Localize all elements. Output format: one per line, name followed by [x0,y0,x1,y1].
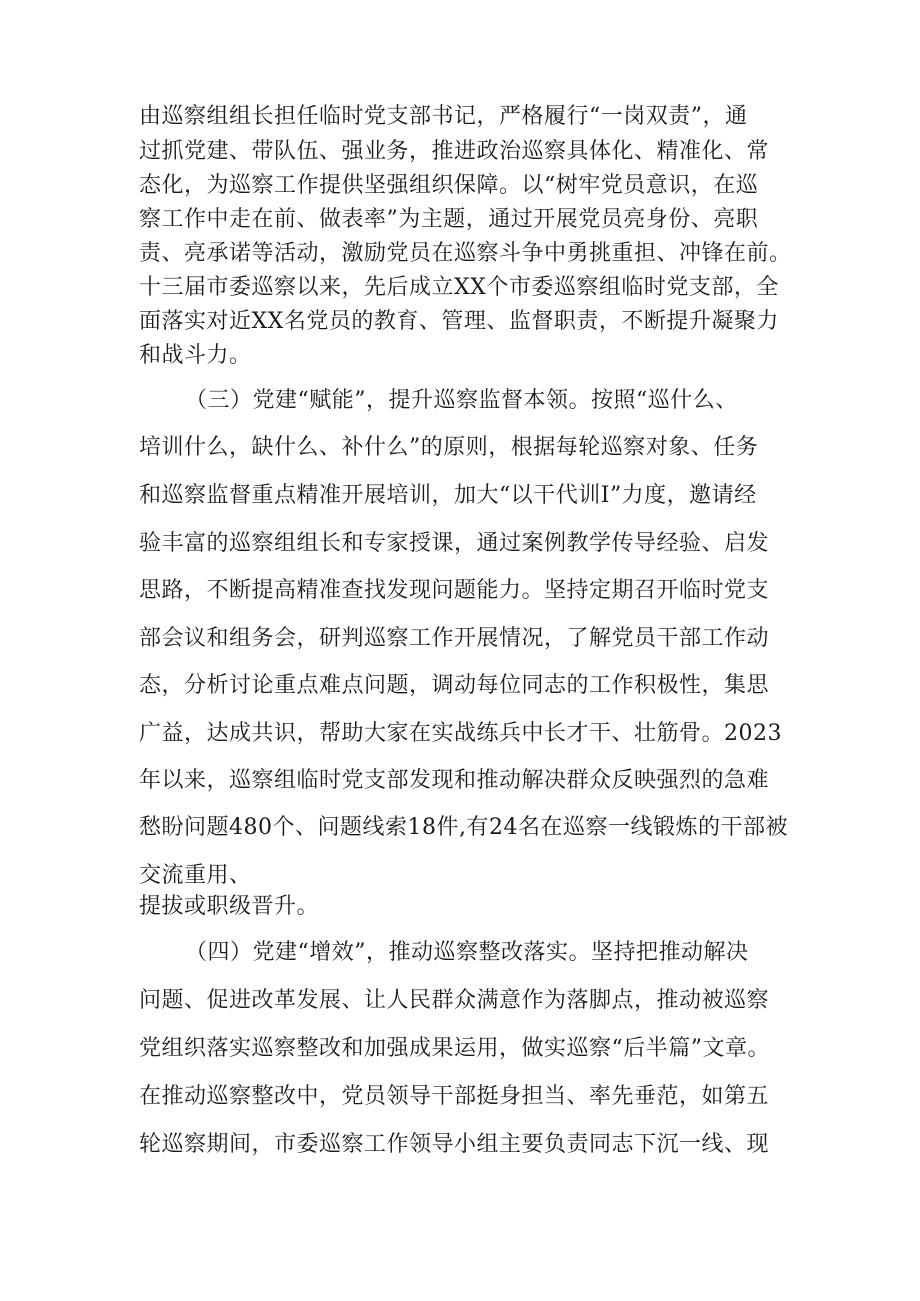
text-line: 责、亮承诺等活动，激励党员在巡察斗争中勇挑重担、冲锋在前。 [139,241,792,266]
text-line: 提拔或职级晋升。 [139,894,320,919]
text-line: 十三届市委巡察以来，先后成立XX个市委巡察组临时党支部，全 [139,275,779,300]
paragraph-heading-4: （四）党建“增效”，推动巡察整改落实。坚持把推动解决 [185,940,749,965]
text-line: 由巡察组组长担任临时党支部书记，严格履行“一岗双责”，通 [139,104,748,129]
text-line: 和巡察监督重点精准开展培训，加大“以干代训I”力度，邀请经 [139,483,757,508]
text-line: 在推动巡察整改中，党员领导干部挺身担当、率先垂范，如第五 [139,1084,770,1109]
text-line: 交流重用、 [139,863,252,888]
text-line: 问题、促进改革发展、让人民群众满意作为落脚点，推动被巡察 [139,988,770,1013]
text-line: 轮巡察期间，市委巡察工作领导小组主要负责同志下沉一线、现 [139,1132,770,1157]
text-line: 培训什么，缺什么、补什么”的原则，根据每轮巡察对象、任务 [139,435,759,460]
text-line: 党组织落实巡察整改和加强成果运用，做实巡察“后半篇”文章。 [139,1036,770,1061]
text-line: 年以来，巡察组临时党支部发现和推动解决群众反映强烈的急难 [139,768,770,793]
text-line: 察工作中走在前、做表率”为主题，通过开展党员亮身份、亮职 [139,207,759,232]
paragraph-heading-3: （三）党建“赋能”，提升巡察监督本领。按照“巡什么、 [185,388,738,413]
text-line: 面落实对近XX名党员的教育、管理、监督职责，不断提升凝聚力 [139,309,779,334]
text-line: 愁盼问题480个、问题线索18件,有24名在巡察一线锻炼的干部被 [139,815,788,840]
text-line: 思路，不断提高精准查找发现问题能力。坚持定期召开临时党支 [139,578,770,603]
text-line: 态，分析讨论重点难点问题，调动每位同志的工作积极性，集思 [139,673,770,698]
text-line: 过抓党建、带队伍、强业务，推进政治巡察具体化、精准化、常 [139,139,770,164]
text-line: 态化，为巡察工作提供坚强组织保障。以“树牢党员意识，在巡 [139,173,759,198]
text-line: 验丰富的巡察组组长和专家授课，通过案例教学传导经验、启发 [139,531,770,556]
text-line: 广益，达成共识，帮助大家在实战练兵中长才干、壮筋骨。2023 [139,721,782,746]
text-line: 和战斗力。 [139,343,252,368]
text-line: 部会议和组务会，研判巡察工作开展情况，了解党员干部工作动 [139,626,770,651]
